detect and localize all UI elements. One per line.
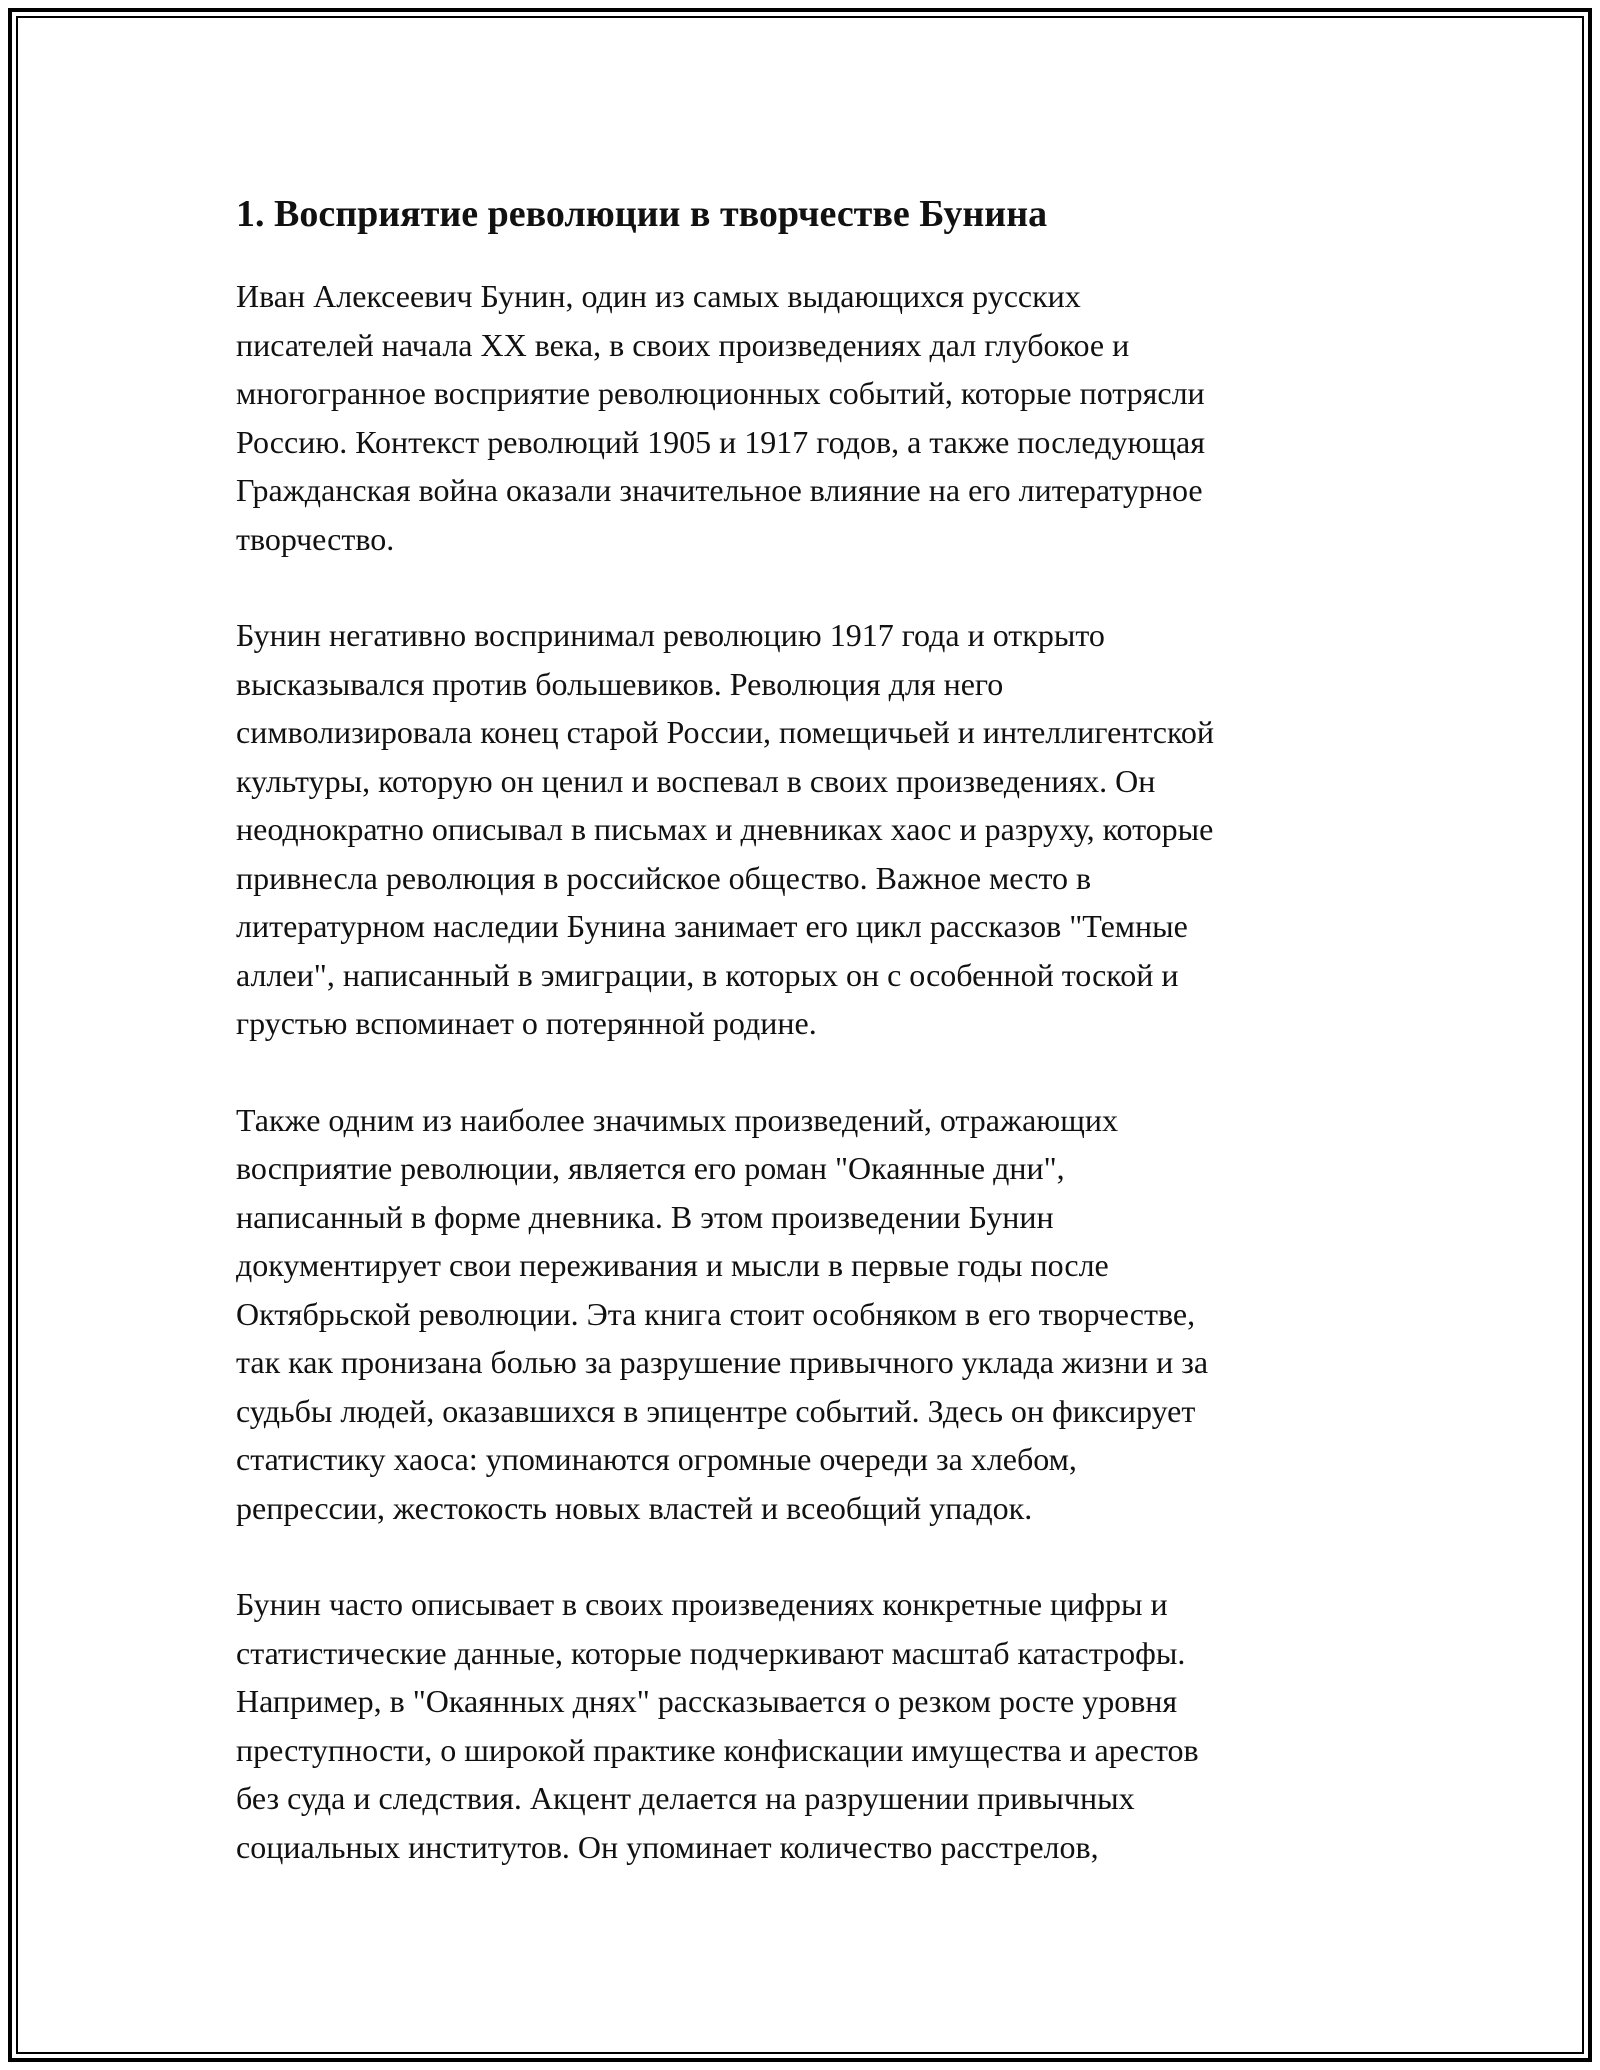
text-line: творчество. [236, 520, 395, 557]
text-line: судьбы людей, оказавшихся в эпицентре событий. Здесь он фиксирует [236, 1392, 1196, 1429]
text-line: документирует свои переживания и мысли в первые годы после [236, 1247, 1109, 1283]
text-line: написанный в форме дневника. В этом произведении Бунин [236, 1198, 1054, 1235]
text-line: статистические данные, которые подчеркивают масштаб катастрофы. [236, 1634, 1186, 1671]
text-line: так как пронизана болью за разрушение привычного уклада жизни и за [236, 1344, 1209, 1380]
text-line: аллеи", написанный в эмиграции, в которых он с особенной тоской и [236, 956, 1179, 993]
text-line: Например, в "Окаянных днях" рассказывается о резком росте уровня [236, 1683, 1178, 1719]
text-line: Бунин негативно воспринимал революцию 1917 года и открыто [236, 617, 1105, 653]
paragraph-1 [236, 272, 1376, 563]
paragraph-3 [236, 1096, 1376, 1533]
text-line: культуры, которую он ценил и воспевал в своих произведениях. Он [236, 762, 1156, 799]
text-line: репрессии, жестокость новых властей и всеобщий упадок. [236, 1489, 1033, 1526]
text-line: Гражданская война оказали значительное влияние на его литературное [236, 472, 1203, 508]
text-line: преступности, о широкой практике конфискации имущества и арестов [236, 1731, 1199, 1768]
text-line: привнесла революция в российское общество. Важное место в [236, 859, 1092, 896]
text-line: Также одним из наиболее значимых произведений, отражающих [236, 1101, 1118, 1138]
paragraph-2 [236, 611, 1376, 1048]
text-line: без суда и следствия. Акцент делается на разрушении привычных [236, 1780, 1135, 1816]
text-line: социальных институтов. Он упоминает количество расстрелов, [236, 1828, 1099, 1865]
text-line: высказывался против большевиков. Революция для него [236, 665, 1004, 702]
text-line: многогранное восприятие революционных событий, которые потрясли [236, 375, 1205, 411]
paragraph-4 [236, 1580, 1376, 1871]
text-line: статистику хаоса: упоминаются огромные очереди за хлебом, [236, 1441, 1077, 1477]
text-line: литературном наследии Бунина занимает его цикл рассказов "Темные [236, 908, 1188, 944]
text-line: грустью вспоминает о потерянной родине. [236, 1005, 817, 1041]
text-line: Бунин часто описывает в своих произведениях конкретные цифры и [236, 1586, 1168, 1622]
text-line: Октябрьской революции. Эта книга стоит особняком в его творчестве, [236, 1295, 1196, 1332]
text-line: символизировала конец старой России, помещичьей и интеллигентской [236, 714, 1215, 750]
text-line: писателей начала XX века, в своих произведениях дал глубокое и [236, 326, 1130, 363]
document-body [236, 188, 1376, 1919]
section-heading: 1. Восприятие революции в творчестве Бунина [236, 193, 1048, 235]
text-line: Иван Алексеевич Бунин, один из самых выдающихся русских [236, 278, 1081, 314]
text-line: Россию. Контекст революций 1905 и 1917 годов, а также последующая [236, 423, 1205, 460]
text-line: неоднократно описывал в письмах и дневниках хаос и разруху, которые [236, 811, 1214, 847]
text-line: восприятие революции, является его роман "Окаянные дни", [236, 1150, 1065, 1186]
